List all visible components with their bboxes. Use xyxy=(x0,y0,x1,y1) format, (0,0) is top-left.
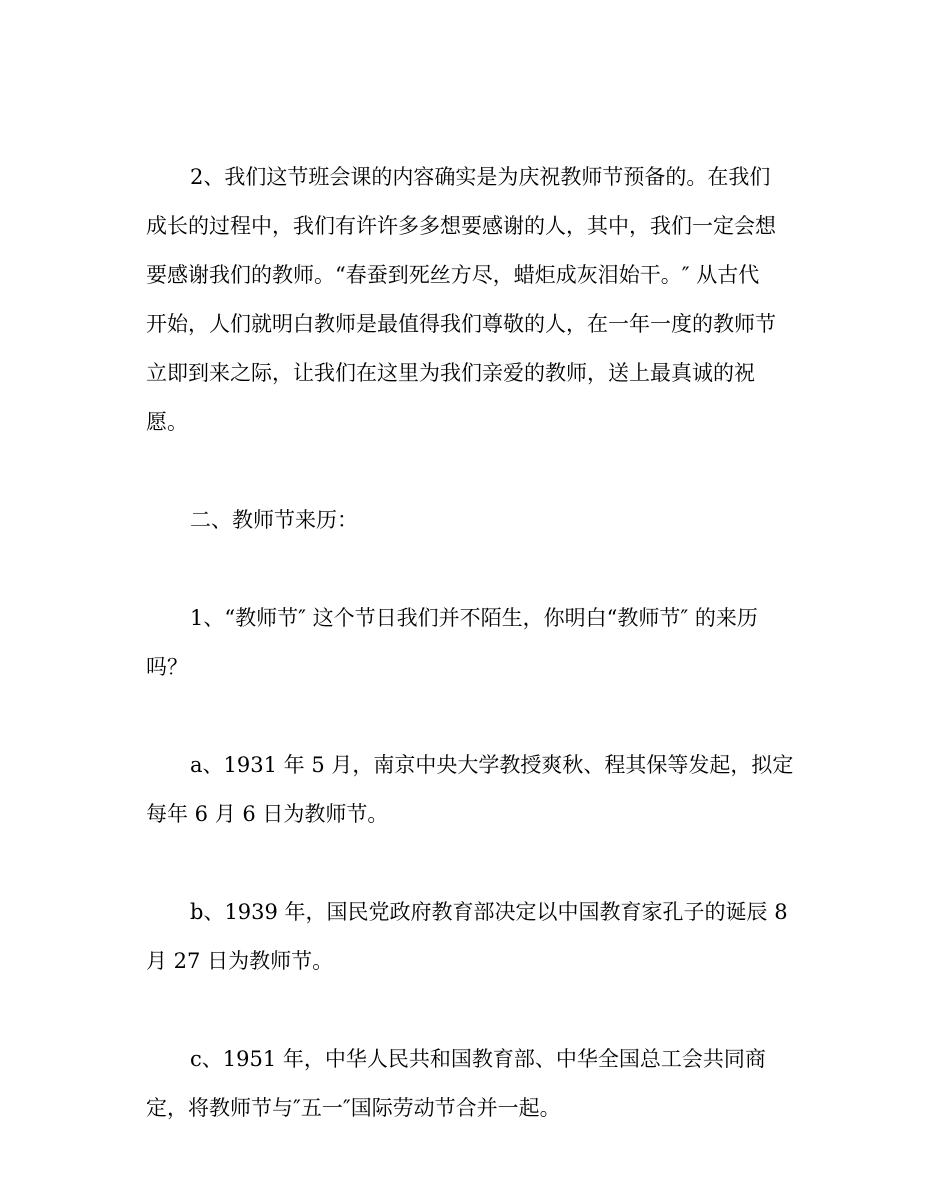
paragraph-item-a xyxy=(146,741,806,839)
text-line: c、1951 年，中华人民共和国教育部、中华全国总工会共同商 xyxy=(190,1047,766,1071)
text-line: 开始，人们就明白教师是最值得我们尊敬的人，在一年一度的教师节 xyxy=(146,312,776,336)
text-line: 成长的过程中，我们有许许多多想要感谢的人，其中，我们一定会想 xyxy=(146,214,776,238)
text-line: 2、我们这节班会课的内容确实是为庆祝教师节预备的。在我们 xyxy=(190,165,771,189)
text-line: 愿。 xyxy=(146,410,188,434)
paragraph-teachers-day-intro xyxy=(146,153,806,447)
text-line: 定，将教师节与″五一″国际劳动节合并一起。 xyxy=(146,1096,561,1120)
document-body xyxy=(146,153,806,1133)
paragraph-item-c xyxy=(146,1035,806,1133)
text-line: 1、“教师节″ 这个节日我们并不陌生，你明白“教师节″ 的来历 xyxy=(190,606,758,630)
text-line: a、1931 年 5 月，南京中央大学教授爽秋、程其保等发起，拟定 xyxy=(190,753,794,777)
text-line: 要感谢我们的教师。“春蚕到死丝方尽，蜡炬成灰泪始干。″ 从古代 xyxy=(146,263,760,287)
section-heading-origin xyxy=(146,496,806,545)
text-line: 立即到来之际，让我们在这里为我们亲爱的教师，送上最真诚的祝 xyxy=(146,361,755,385)
text-line: 月 27 日为教师节。 xyxy=(146,949,334,973)
text-line: 每年 6 月 6 日为教师节。 xyxy=(146,802,389,826)
section-heading-text: 二、教师节来历： xyxy=(190,508,358,532)
text-line: 吗？ xyxy=(146,655,188,679)
paragraph-question xyxy=(146,594,806,692)
text-line: b、1939 年，国民党政府教育部决定以中国教育家孔子的诞辰 8 xyxy=(190,900,788,924)
paragraph-item-b xyxy=(146,888,806,986)
